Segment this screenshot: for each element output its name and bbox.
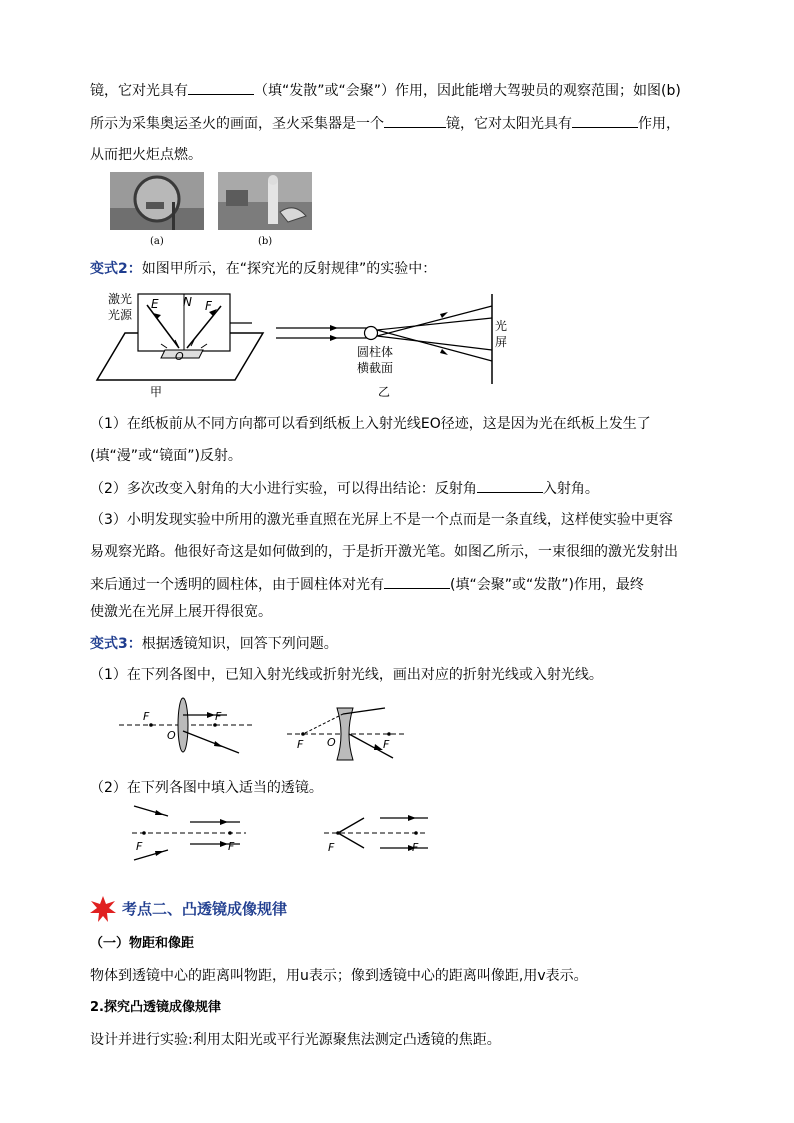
- text-segment: 入射角。: [542, 481, 599, 497]
- label-F: F: [143, 710, 150, 723]
- text-segment: （2）多次改变入射角的大小进行实验，可以得出结论：反射角: [90, 481, 477, 497]
- variant-2-label: 变式2：: [90, 261, 142, 277]
- label-laser-2: 光源: [108, 308, 133, 322]
- photo-torch-lighting: [218, 172, 312, 230]
- label-F: F: [328, 841, 335, 854]
- ray-arrow: [155, 851, 164, 856]
- focus-point-left: [142, 831, 146, 835]
- v2-q2-line: [90, 478, 599, 499]
- v2-q3-line-c: [90, 574, 644, 595]
- incident-ray-1: [338, 818, 364, 833]
- caption-yi: 乙: [378, 385, 391, 399]
- star-burst-icon: [90, 896, 116, 922]
- answer-blank: [188, 80, 254, 95]
- label-F: F: [383, 738, 390, 751]
- subsection-1-body: 物体到透镜中心的距离叫物距，用u表示；像到透镜中心的距离叫像距,用v表示。: [90, 968, 588, 984]
- crossing-ray-top: [377, 306, 492, 336]
- label-O: O: [327, 736, 336, 749]
- focus-point-left: [149, 723, 153, 727]
- ray-arrow: [155, 810, 164, 815]
- label-laser-1: 激光: [108, 292, 133, 306]
- figure-convex-lens: [115, 695, 255, 767]
- label-O: O: [167, 729, 176, 742]
- diverging-ray-top: [377, 318, 492, 330]
- photo-caption-b: (b): [258, 236, 273, 247]
- label-F: F: [412, 841, 419, 854]
- figure-jia-reflection: [95, 288, 270, 400]
- crossing-ray-bottom: [377, 330, 492, 361]
- text-segment: （填“发散”或“会聚”）作用，因此能增大驾驶员的观察范围；如图(b): [254, 83, 681, 99]
- label-F: F: [205, 299, 212, 313]
- virtual-ray: [305, 714, 343, 733]
- variant-2-line: [90, 259, 436, 279]
- label-screen-2: 屏: [495, 335, 508, 349]
- v2-q1-line-b: (填“漫”或“镜面”)反射。: [90, 448, 242, 464]
- label-F: F: [136, 840, 143, 853]
- ray-arrow: [374, 744, 383, 750]
- v2-q3-line-a: （3）小明发现实验中所用的激光垂直照在光屏上不是一个点而是一条直线，这样使实验中更容: [90, 512, 673, 528]
- v3-q1-line: （1）在下列各图中，已知入射光线或折射光线，画出对应的折射光线或入射光线。: [90, 667, 603, 683]
- variant-3-line: [90, 634, 338, 654]
- ray-2: [183, 731, 239, 753]
- photo-convex-mirror: [110, 172, 204, 230]
- ray-arrow: [214, 741, 223, 747]
- text-segment: 作用，: [638, 116, 680, 132]
- label-F: F: [228, 840, 235, 853]
- text-segment: 镜，它对光具有: [90, 83, 188, 99]
- figure-yi-cylinder: [270, 288, 520, 400]
- label-cylinder-1: 圆柱体: [357, 345, 394, 359]
- text-segment: 所示为采集奥运圣火的画面，圣火采集器是一个: [90, 116, 384, 132]
- label-O: O: [175, 350, 184, 363]
- variant-3-text: 根据透镜知识，回答下列问题。: [141, 636, 338, 652]
- section-title: 考点二、凸透镜成像规律: [122, 900, 288, 918]
- text-line-3: 从而把火炬点燃。: [90, 147, 202, 163]
- ray-arrow: [408, 815, 416, 821]
- beam-arrow: [330, 325, 338, 331]
- convex-lens: [178, 698, 188, 752]
- text-segment: (填“会聚”或“发散”)作用，最终: [450, 577, 644, 593]
- subsection-2-title: 2.探究凸透镜成像规律: [90, 1000, 221, 1015]
- text-line-2: [90, 113, 680, 134]
- beam-arrow: [330, 335, 338, 341]
- ray-arrow: [207, 712, 215, 718]
- focus-point-left: [301, 732, 305, 736]
- label-cylinder-2: 横截面: [357, 361, 394, 375]
- answer-blank: [477, 478, 543, 493]
- label-N: N: [183, 295, 192, 309]
- focus-point-right: [387, 732, 391, 736]
- v3-q2-line: （2）在下列各图中填入适当的透镜。: [90, 780, 323, 796]
- focus-point-right: [213, 723, 217, 727]
- text-segment: 镜，它对太阳光具有: [446, 116, 572, 132]
- label-screen-1: 光: [495, 319, 508, 333]
- subsection-1-title: （一）物距和像距: [90, 936, 195, 951]
- focus-point-right: [228, 831, 232, 835]
- figure-fill-lens-2: [320, 806, 432, 858]
- diverging-ray-bottom: [377, 336, 492, 350]
- answer-blank: [384, 113, 446, 128]
- v2-q1-line-a: （1）在纸板前从不同方向都可以看到纸板上入射光线EO径迹，这是因为光在纸板上发生了: [90, 416, 651, 432]
- caption-jia: 甲: [150, 385, 163, 399]
- photo-caption-a: (a): [150, 236, 164, 247]
- ray-arrow: [440, 312, 448, 318]
- focus-point-right: [414, 831, 418, 835]
- v2-q3-line-d: 使激光在光屏上展开得很宽。: [90, 604, 272, 620]
- subsection-2-body: 设计并进行实验:利用太阳光或平行光源聚焦法测定凸透镜的焦距。: [90, 1032, 501, 1048]
- label-F: F: [215, 710, 222, 723]
- answer-blank: [384, 574, 450, 589]
- ray-arrow: [220, 819, 228, 825]
- ray-arrow: [220, 841, 228, 847]
- variant-2-text: 如图甲所示，在“探究光的反射规律”的实验中：: [141, 261, 437, 277]
- figure-concave-lens: [285, 700, 410, 766]
- figure-fill-lens-1: [128, 802, 250, 864]
- answer-blank: [572, 113, 638, 128]
- text-segment: 来后通过一个透明的圆柱体，由于圆柱体对光有: [90, 577, 384, 593]
- v2-q3-line-b: 易观察光路。他很好奇这是如何做到的，于是折开激光笔。如图乙所示，一束很细的激光发射出: [90, 544, 678, 560]
- label-F: F: [297, 738, 304, 751]
- ray-arrow: [440, 349, 448, 355]
- variant-3-label: 变式3：: [90, 636, 142, 652]
- label-E: E: [151, 297, 159, 311]
- cylinder-cross-section: [365, 327, 378, 340]
- incident-ray-2: [338, 833, 364, 848]
- text-line-1: [90, 80, 681, 101]
